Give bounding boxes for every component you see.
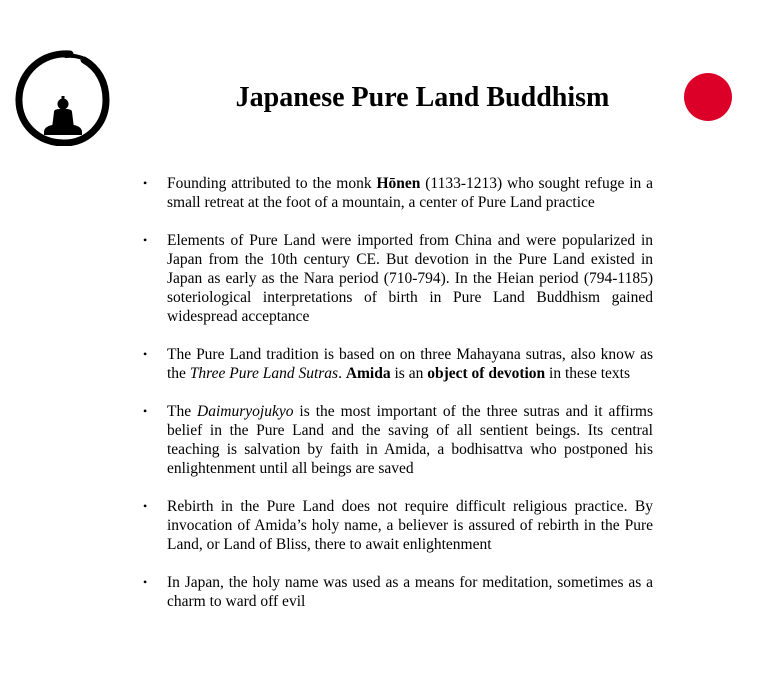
bullet-item xyxy=(167,174,653,212)
bold-text: Amida xyxy=(345,365,391,382)
rising-sun-icon xyxy=(684,73,732,121)
bold-text: object of devotion xyxy=(427,365,546,382)
bullet-item xyxy=(167,573,653,611)
italic-text: Daimuryojukyo xyxy=(197,403,294,420)
text-run: In Japan, the holy name was used as a means for meditation, sometimes as a charm to ward off evil xyxy=(167,574,653,610)
bullet-item xyxy=(167,497,653,554)
text-run: The Pure Land tradition is based on on three Mahayana sutras, also know as the xyxy=(167,346,653,382)
bullet-item xyxy=(167,402,653,478)
text-run: . xyxy=(338,365,346,382)
buddha-enso-icon xyxy=(14,48,110,146)
text-run: Elements of Pure Land were imported from China and were popularized in Japan from the 10th century CE. But devotion in the Pure Land existed in Japan as early as the Nara period (710-794). In the Heian period (794-1185) soteriological interpretations of birth in Pure Land Buddhism gained widespread acceptance xyxy=(167,232,653,325)
text-run: Founding attributed to the monk xyxy=(167,175,377,192)
text-run: (1133-1213) who sought refuge in a small retreat at the foot of a mountain, a center of Pure Land practice xyxy=(167,175,653,211)
bullet-item xyxy=(167,231,653,326)
page-title: Japanese Pure Land Buddhism xyxy=(235,82,610,113)
text-run: Rebirth in the Pure Land does not require difficult religious practice. By invocation of Amida’s holy name, a believer is assured of rebirth in the Pure Land, or Land of Bliss, there to await enlightenment xyxy=(167,498,653,553)
text-run: is an xyxy=(390,365,428,382)
italic-text: Three Pure Land Sutras xyxy=(189,365,339,382)
text-run: The xyxy=(167,403,198,420)
bullet-list xyxy=(0,174,765,630)
text-run: is the most important of the three sutras and it affirms belief in the Pure Land and the saving of all sentient beings. Its central teaching is salvation by faith in Amida, a bodhisattva who postponed his enlightenment until all beings are saved xyxy=(167,403,653,477)
bullet-item xyxy=(167,345,653,383)
bold-text: Hōnen xyxy=(376,175,421,192)
text-run: in these texts xyxy=(545,365,630,382)
